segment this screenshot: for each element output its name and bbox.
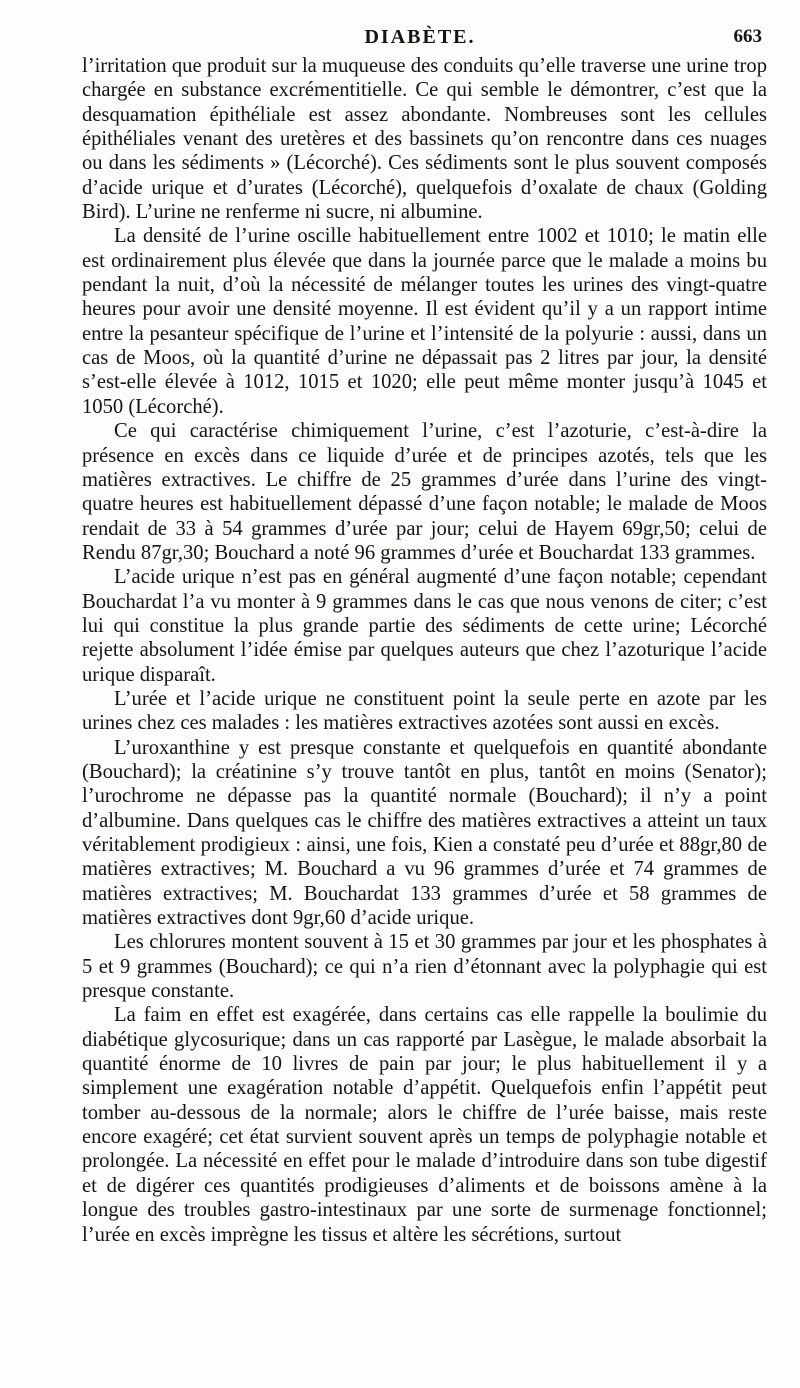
running-title: DIABÈTE.: [364, 26, 476, 48]
paragraph-uric-acid: L’acide urique n’est pas en général augmenté d’une façon notable; cependant Bouchardat l’a vu monter à 9 grammes dans le cas que nous venons de citer; c’est lui qui constitue la plus grande partie des sédiments de cette urine; Lécorché rejette absolument l’idée émise par quelques auteurs que chez l’azoturique l’acide urique disparaît.: [82, 566, 767, 686]
paragraph-chlorides: Les chlorures montent souvent à 15 et 30 grammes par jour et les phosphates à 5 et 9 grammes (Bouchard); ce qui n’a rien d’étonnant avec la polyphagie qui est presque constante.: [82, 931, 767, 1003]
body-text: [82, 54, 767, 1247]
paragraph-nitrogen-loss: L’urée et l’acide urique ne constituent point la seule perte en azote par les urines chez ces malades : les matières extractives azotées sont aussi en excès.: [82, 687, 767, 735]
paragraph-hunger: La faim en effet est exagérée, dans certains cas elle rappelle la boulimie du diabétique glycosurique; dans un cas rapporté par Lasègue, le malade absorbait la quantité énorme de 10 livres de pain par jour; le plus habituellement il y a simplement une exagération notable d’appétit. Quelquefois enfin l’appétit peut tomber au-dessous de la normale; alors le chiffre de l’urée baisse, mais reste encore exagéré; cet état survient souvent après un temps de polyphagie notable et prolongée. La nécessité en effet pour le malade d’introduire dans son tube digestif et de digérer ces quantités prodigieuses d’aliments et de boissons amène à la longue des troubles gastro-intestinaux par une sorte de surmenage fonctionnel; l’urée en excès imprègne les tissus et altère les sécrétions, surtout: [82, 1004, 767, 1246]
page-number: 663: [733, 26, 762, 47]
paragraph-azoturia: Ce qui caractérise chimiquement l’urine, c’est l’azoturie, c’est-à-dire la présence en excès dans ce liquide d’urée et de principes azotés, tels que les matières extractives. Le chiffre de 25 grammes d’urée dans l’urine des vingt-quatre heures est habituellement dépassé d’une façon notable; le malade de Moos rendait de 33 à 54 grammes d’urée par jour; celui de Hayem 69gr,50; celui de Rendu 87gr,30; Bouchard a noté 96 grammes d’urée et Bouchardat 133 grammes.: [82, 420, 767, 564]
paragraph-uroxanthine: L’uroxanthine y est presque constante et quelquefois en quantité abondante (Bouchard); la créatinine s’y trouve tantôt en plus, tantôt en moins (Senator); l’urochrome ne dépasse pas la quantité normale (Bouchard); il n’y a point d’albumine. Dans quelques cas le chiffre des matières extractives a atteint un taux véritablement prodigieux : ainsi, une fois, Kien a constaté peu d’urée et 88gr,80 de matières extractives; M. Bouchard a vu 96 grammes d’urée et 74 grammes de matières extractives; M. Bouchardat 133 grammes d’urée et 58 grammes de matières extractives dont 9gr,60 d’acide urique.: [82, 736, 767, 930]
paragraph-continuation: l’irritation que produit sur la muqueuse des conduits qu’elle traverse une urine trop chargée en substance excrémentitielle. Ce qui semble le démontrer, c’est que la desquamation épithéliale est assez abondante. Nombreuses sont les cellules épithéliales venant des uretères et des bassinets qu’on rencontre dans ces nuages ou dans les sédiments » (Lécorché). Ces sédiments sont le plus souvent composés d’acide urique et d’urates (Lécorché), quelquefois d’oxalate de chaux (Golding Bird). L’urine ne renferme ni sucre, ni albumine.: [82, 55, 767, 224]
running-head: [0, 22, 800, 56]
paragraph-density: La densité de l’urine oscille habituellement entre 1002 et 1010; le matin elle est ordinairement plus élevée que dans la journée parce que le malade a moins bu pendant la nuit, d’où la nécessité de mélanger toutes les urines des vingt-quatre heures pour avoir une densité moyenne. Il est évident qu’il y a un rapport intime entre la pesanteur spécifique de l’urine et l’intensité de la polyurie : aussi, dans un cas de Moos, où la quantité d’urine ne dépassait pas 2 litres par jour, la densité s’est-elle élevée à 1012, 1015 et 1020; elle peut même monter jusqu’à 1045 et 1050 (Lécorché).: [82, 225, 767, 418]
